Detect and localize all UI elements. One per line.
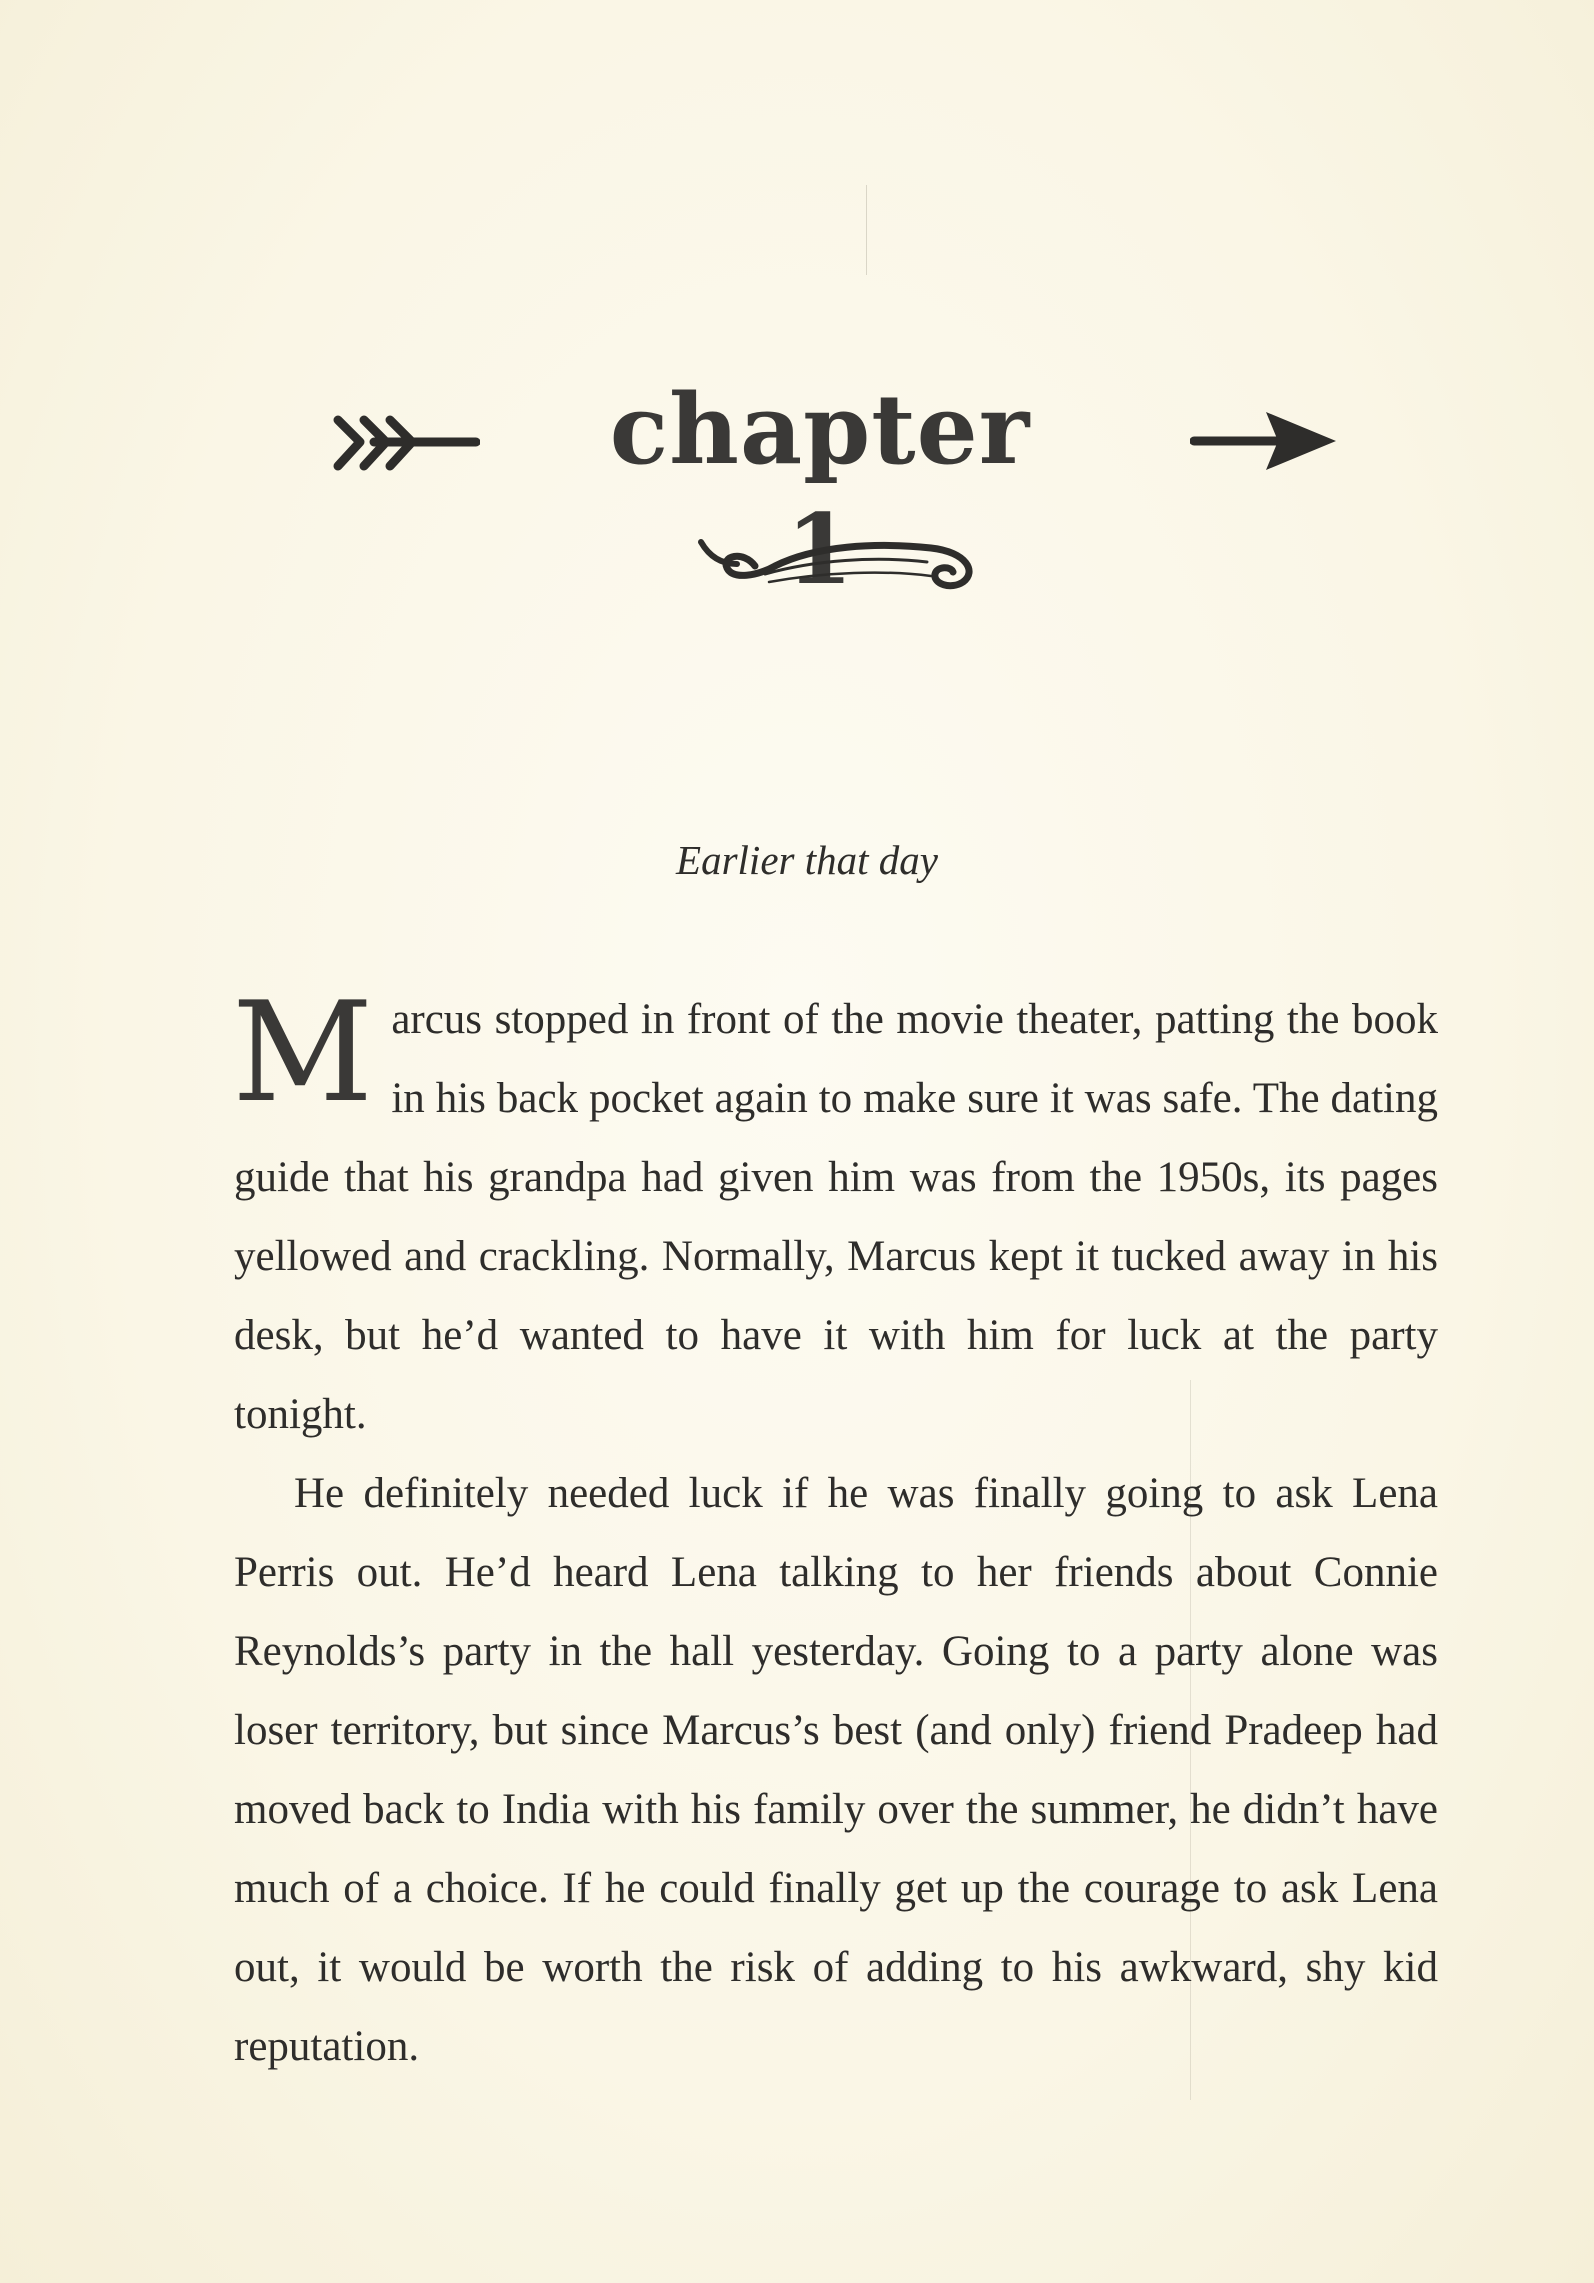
- section-subtitle: Earlier that day: [676, 837, 938, 883]
- arrowhead-icon: [1190, 406, 1340, 476]
- page-mark: [866, 185, 867, 275]
- chapter-header: [0, 350, 1594, 630]
- paragraph: [232, 972, 1438, 1454]
- paragraph: He definitely needed luck if he was finally going to ask Lena Perris out. He’d heard Lena talking to her friends about Connie Reynolds’s party in the hall yesterday. Going to a party alone was loser territory, but since Marcus’s best (and only) friend Pradeep had moved back to India with his family over the summer, he didn’t have much of a choice. If he could finally get up the courage to ask Lena out, it would be worth the risk of adding to his awkward, shy kid reputation.: [234, 1470, 1438, 2070]
- chapter-title: chapter 1: [609, 373, 1031, 606]
- drop-cap: M: [232, 972, 374, 1133]
- swirl-flourish-icon: [695, 522, 985, 602]
- arrow-fletching-icon: [330, 402, 480, 482]
- paragraph-text: arcus stopped in front of the movie theater, patting the book in his back pocket again to make sure it was safe. The dating guide that his grandpa had given him was from the 1950s, its pages yellowed and crackling. Normally, Marcus kept it tucked away in his desk, but he’d wanted to have it with him for luck at the party tonight.: [234, 996, 1438, 1438]
- chapter-body: [232, 972, 1438, 2086]
